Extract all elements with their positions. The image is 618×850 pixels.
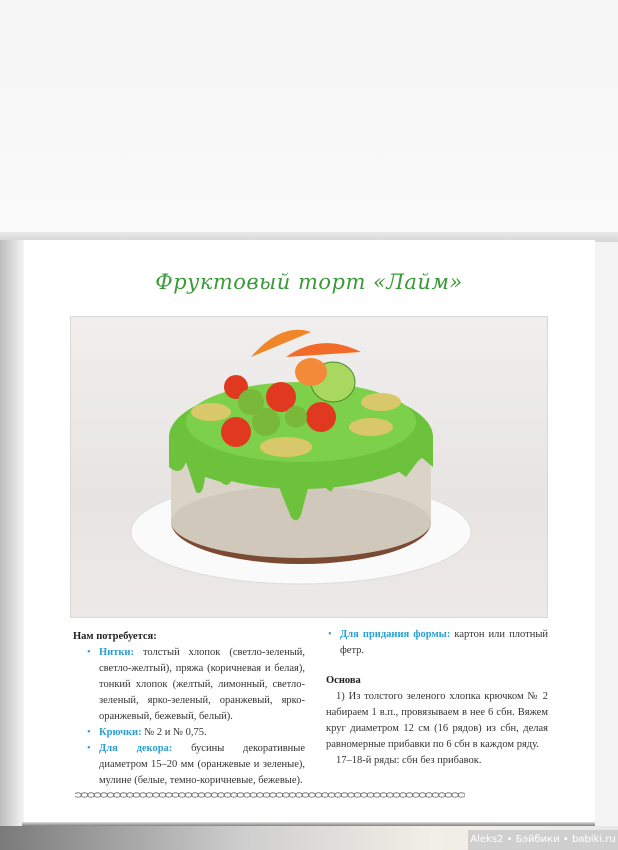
bullet-icon: • [87,743,91,754]
book-spine-shadow [0,240,24,830]
materials-list-continued [326,627,548,659]
instruction-paragraph: 17–18-й ряды: сбн без прибавок. [336,755,482,766]
item-label: Нитки: [99,647,134,658]
item-text: бусины декоративные диаметром 15–20 мм (оранжевые и зеленые), мулине (белые, темно-коричневые, бежевые). [99,743,306,786]
item-label: Для декора: [99,743,173,754]
page-title: Фруктовый торт «Лайм» [155,270,463,294]
previous-page-area [0,0,618,240]
bullet-icon: • [87,727,91,738]
materials-column [73,629,305,789]
chain-divider [75,791,465,799]
list-item [73,645,305,725]
item-label: Для придания формы: [340,629,451,640]
bullet-icon: • [328,629,332,640]
cake-photo [70,316,548,618]
instruction-paragraph: 1) Из толстого зеленого хлопка крючком № 2 набираем 1 в.п., провязываем в нее 6 сбн. Вяжем круг диаметром 12 см (16 рядов) из сбн, делая равномерные прибавки по 6 сбн в каждом ряду. [326,691,548,750]
materials-list [73,645,305,789]
list-item [73,741,305,789]
section-heading: Основа [326,675,361,686]
list-item [73,725,305,741]
instructions-column [326,627,548,769]
watermark: Aleks2 • Бэйбики • babiki.ru [468,830,618,850]
item-text: № 2 и № 0,75. [141,727,207,738]
materials-heading: Нам потребуется: [73,631,157,642]
item-text: толстый хлопок (светло-зеленый, светло-желтый), пряжа (коричневая и белая), тонкий хлопок (желтый, лимонный, светло-зеленый, ярко-зеленый, оранжевый, ярко-оранжевый, бежевый, белый). [99,647,305,722]
item-text: картон или плотный фетр. [340,629,548,656]
item-label: Крючки: [99,727,142,738]
list-item [326,627,548,659]
bullet-icon: • [87,647,91,658]
crocheted-cake-illustration [71,317,547,617]
